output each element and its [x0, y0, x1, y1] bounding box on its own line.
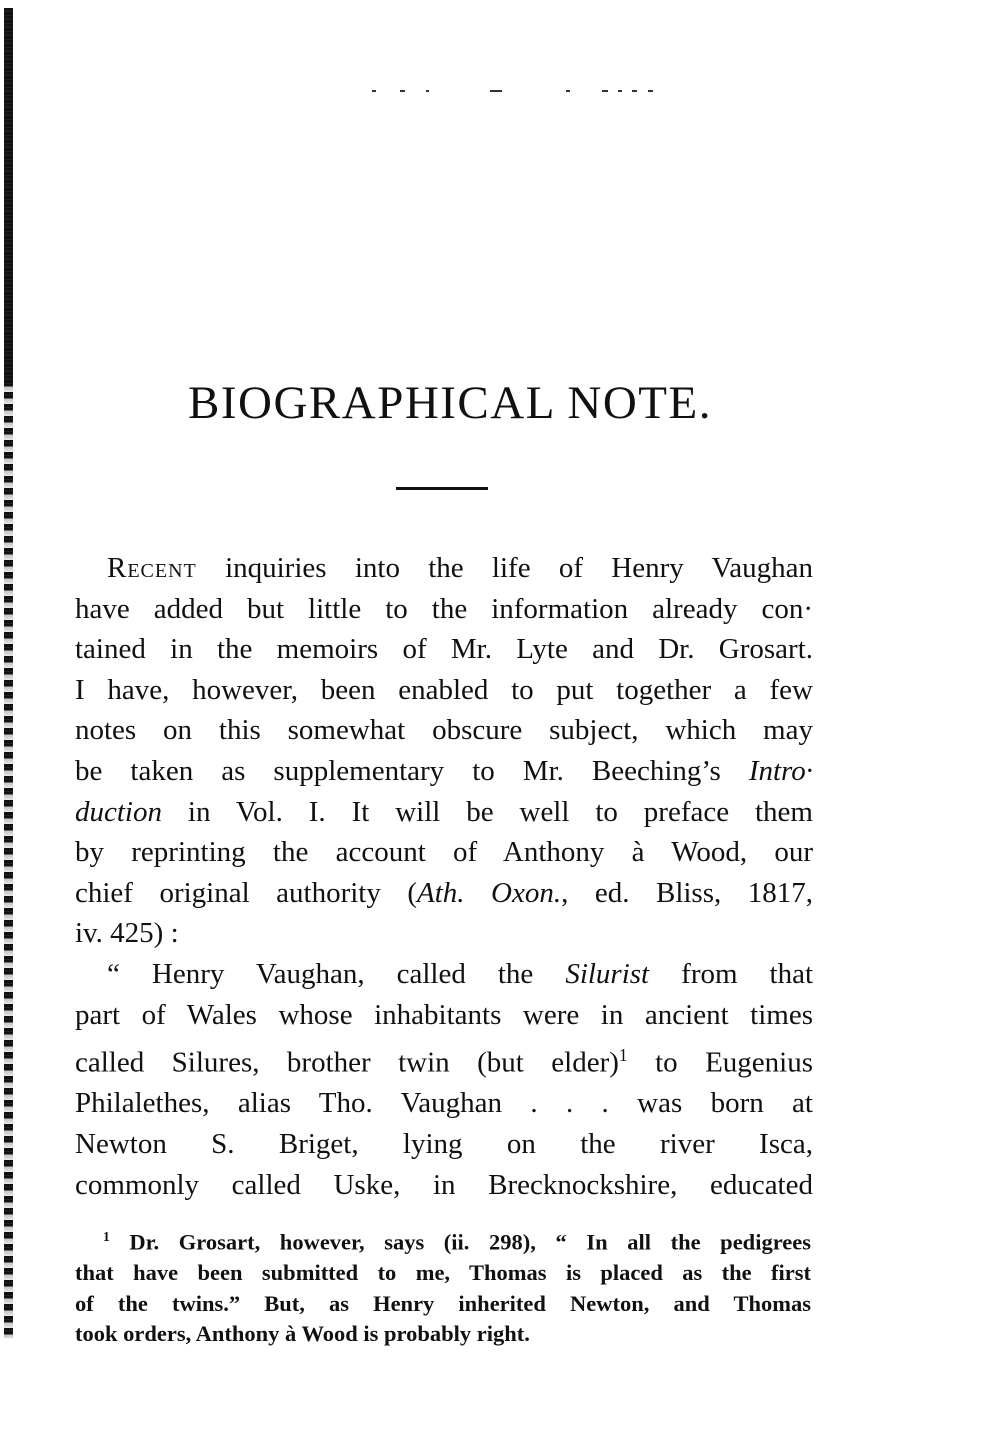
footnote-line: took orders, Anthony à Wood is probably right.	[75, 1321, 530, 1346]
text-line: notes on this somewhat obscure subject, which may	[75, 714, 813, 747]
text-line	[75, 954, 813, 995]
text-span: chief original authority (	[75, 876, 418, 909]
text-span: to Eugenius	[655, 1046, 813, 1079]
text-line	[75, 751, 813, 792]
page-binding-edge-fade	[2, 380, 14, 1340]
text-span: called Silures, brother twin (but elder)	[75, 1046, 619, 1079]
footnote-ref[interactable]: 1	[618, 1045, 628, 1066]
text-line: commonly called Uske, in Brecknockshire, educated	[75, 1168, 813, 1201]
text-span: , ed. Bliss, 1817,	[561, 876, 814, 909]
text-line: I have, however, been enabled to put together a few	[75, 673, 813, 706]
footnote-line: that have been submitted to me, Thomas is placed as the first	[75, 1260, 811, 1285]
main-text	[75, 548, 813, 1205]
text-line: Newton S. Briget, lying on the river Isca,	[75, 1127, 813, 1160]
italic-title: duction	[75, 795, 162, 828]
title-rule	[396, 487, 488, 490]
italic-citation: Ath. Oxon.	[417, 876, 562, 909]
footnote-marker: 1	[103, 1229, 110, 1244]
text-line: part of Wales whose inhabitants were in ancient times	[75, 998, 813, 1031]
text-span: inquiries into the life of Henry Vaughan	[225, 552, 813, 584]
text-line	[75, 873, 813, 914]
text-line: iv. 425) :	[75, 917, 179, 950]
text-span: in Vol. I. It will be well to preface them	[187, 795, 813, 828]
text-line: tained in the memoirs of Mr. Lyte and Dr. Grosart.	[75, 633, 813, 666]
footnote-line	[75, 1222, 811, 1258]
text-span: “ Henry Vaughan, called the	[107, 957, 534, 990]
text-line	[75, 548, 813, 589]
lead-word: Recent	[107, 552, 197, 584]
text-line: have added but little to the information already con·	[75, 592, 813, 625]
footnote	[75, 1222, 811, 1350]
scan-specks	[360, 86, 660, 96]
italic-title: Intro·	[748, 754, 814, 787]
text-line: Philalethes, alias Tho. Vaughan . . . was born at	[75, 1087, 813, 1120]
text-span: Dr. Grosart, however, says (ii. 298), “ In all the pedigrees	[129, 1229, 812, 1255]
page-title: BIOGRAPHICAL NOTE.	[188, 377, 712, 429]
text-line: by reprinting the account of Anthony à Wood, our	[75, 836, 813, 869]
text-line	[75, 792, 813, 833]
text-span: from that	[681, 957, 814, 990]
italic-term: Silurist	[565, 957, 650, 990]
text-line	[75, 1035, 813, 1083]
text-span: be taken as supplementary to Mr. Beeching’s	[75, 754, 721, 787]
footnote-line: of the twins.” But, as Henry inherited Newton, and Thomas	[75, 1290, 811, 1316]
